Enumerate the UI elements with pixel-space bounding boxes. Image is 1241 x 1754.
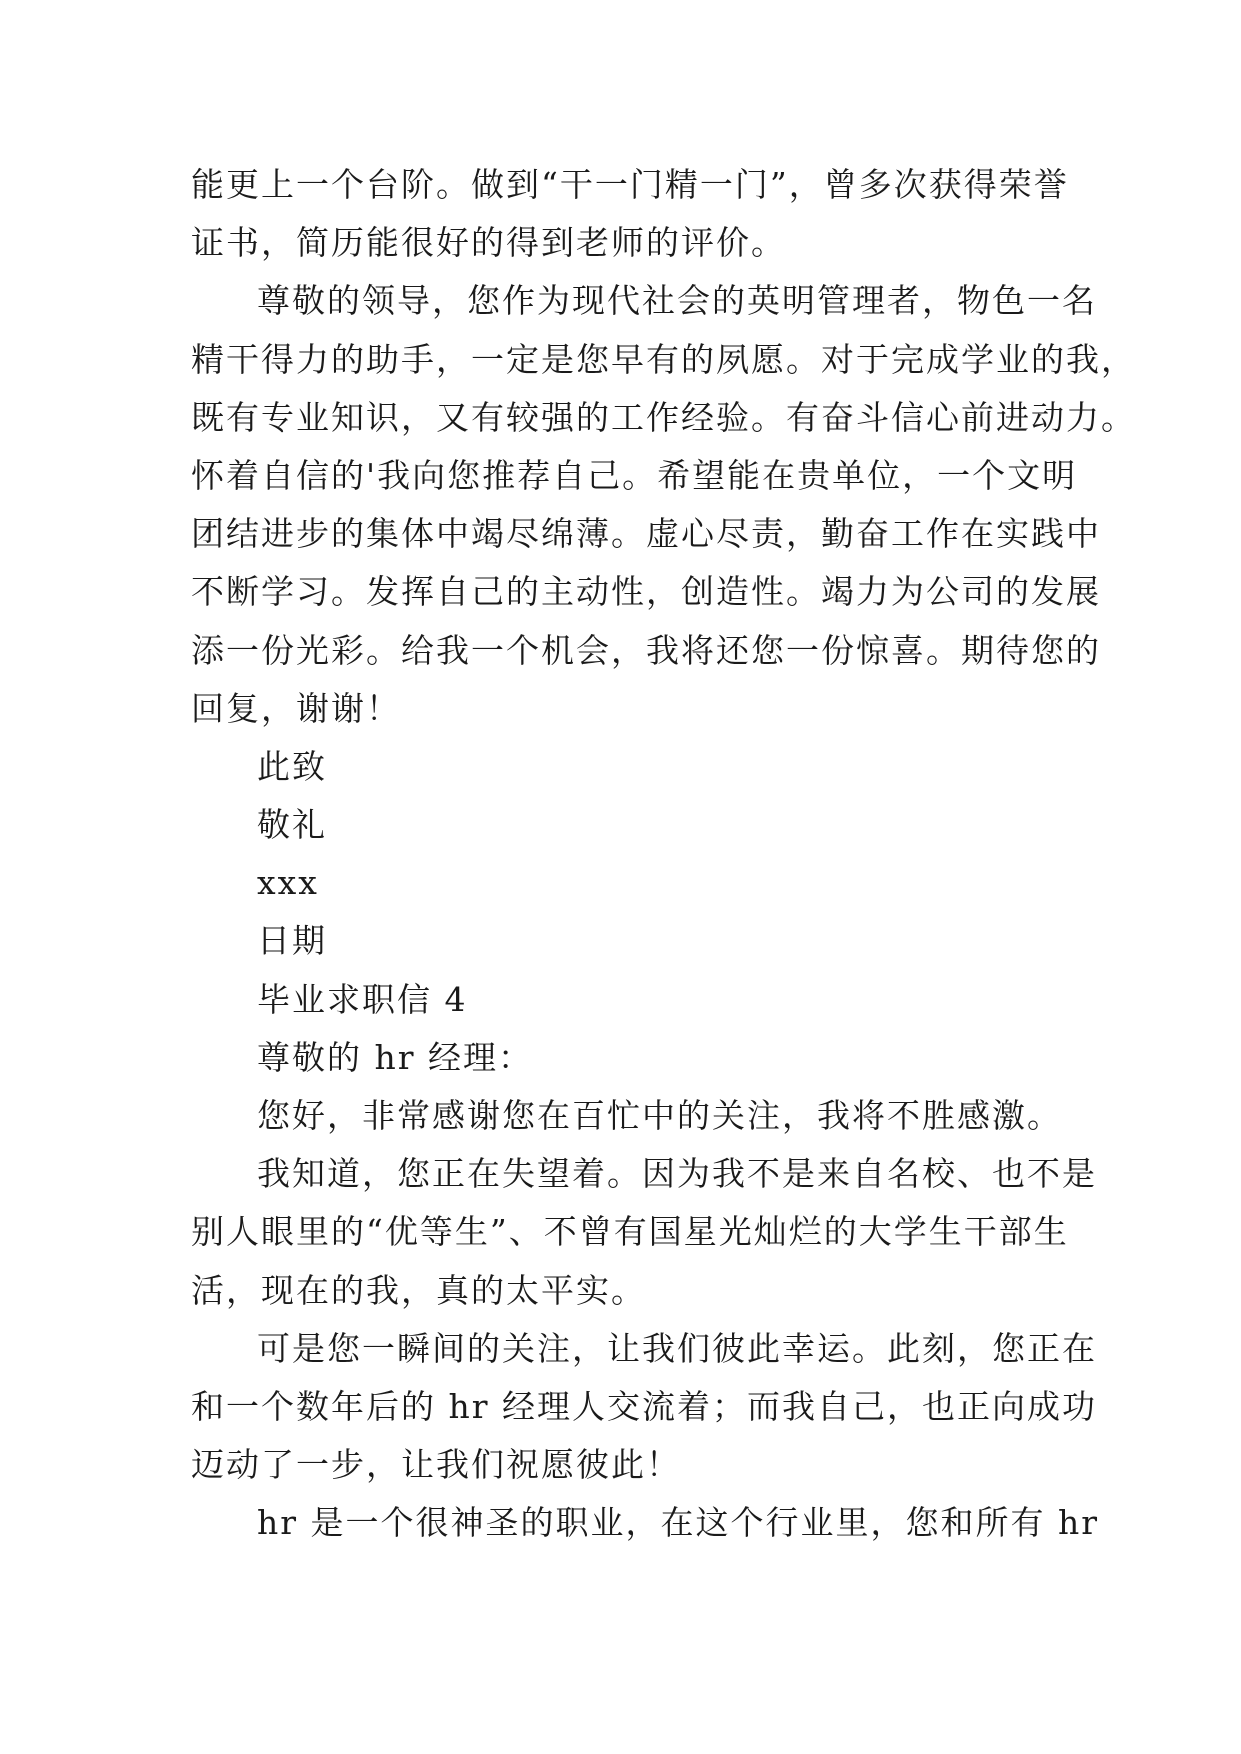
paragraph-first-line: 尊敬的领导，您作为现代社会的英明管理者，物色一名 (257, 281, 1097, 321)
text-line: 精干得力的助手，一定是您早有的夙愿。对于完成学业的我， (191, 339, 1136, 379)
paragraph-first-line: 您好，非常感谢您在百忙中的关注，我将不胜感激。 (257, 1096, 1062, 1135)
paragraph-first-line: hr 是一个很神圣的职业，在这个行业里，您和所有 hr (257, 1503, 1100, 1543)
text-line: 不断学习。发挥自己的主动性，创造性。竭力为公司的发展 (191, 572, 1101, 612)
text-line: 迈动了一步，让我们祝愿彼此！ (191, 1445, 681, 1485)
text-line: 怀着自信的'我向您推荐自己。希望能在贵单位，一个文明 (191, 455, 1078, 495)
greeting-line: 尊敬的 hr 经理： (257, 1037, 534, 1077)
paragraph-first-line: 可是您一瞬间的关注，让我们彼此幸运。此刻，您正在 (257, 1328, 1097, 1368)
text-line: 和一个数年后的 hr 经理人交流着；而我自己，也正向成功 (191, 1386, 1098, 1426)
text-line: 团结进步的集体中竭尽绵薄。虚心尽责，勤奋工作在实践中 (191, 514, 1101, 554)
text-line: 回复，谢谢！ (191, 688, 401, 728)
text-line: 添一份光彩。给我一个机会，我将还您一份惊喜。期待您的 (191, 630, 1101, 670)
text-line: 活，现在的我，真的太平实。 (191, 1270, 646, 1310)
text-line: 证书，简历能很好的得到老师的评价。 (191, 223, 786, 263)
text-line: 别人眼里的“优等生”、不曾有国星光灿烂的大学生干部生 (191, 1212, 1069, 1252)
signature-date: 日期 (257, 921, 327, 961)
text-line: 能更上一个台阶。做到“干一门精一门”，曾多次获得荣誉 (191, 165, 1069, 204)
text-line: 既有专业知识，又有较强的工作经验。有奋斗信心前进动力。 (191, 397, 1136, 437)
closing-salutation: 敬礼 (257, 805, 327, 845)
signature-name: xxx (257, 863, 319, 903)
paragraph-first-line: 我知道，您正在失望着。因为我不是来自名校、也不是 (257, 1154, 1097, 1194)
closing-line: 此致 (257, 746, 327, 786)
section-heading: 毕业求职信 4 (257, 979, 468, 1019)
document-body (191, 156, 1136, 1553)
